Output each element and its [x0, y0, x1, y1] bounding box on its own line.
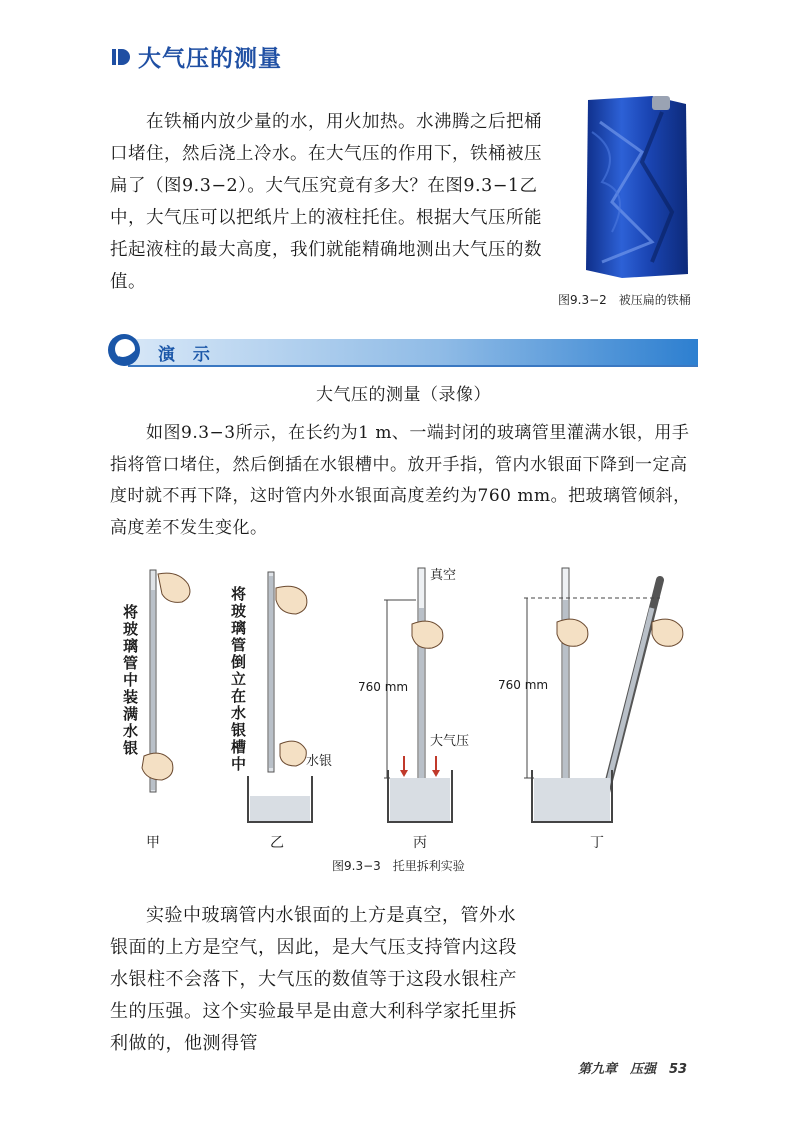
label-mercury: 水银 [306, 754, 333, 769]
demo-swirl-icon [104, 332, 148, 368]
demo-subtitle: 大气压的测量（录像） [316, 385, 491, 405]
panel-label-ding: 丁 [590, 835, 604, 851]
panel-yi-drawing [248, 572, 312, 822]
panel-bing-drawing [384, 568, 452, 822]
label-height-ding: 760 mm [498, 678, 549, 692]
page-footer: 第九章 压强 53 [578, 1062, 688, 1077]
panel-label-bing: 丙 [413, 835, 427, 851]
label-height-bing: 760 mm [358, 680, 409, 694]
panel-label-yi: 乙 [270, 835, 284, 851]
torricelli-figure [100, 560, 700, 850]
figure-9-3-3-caption: 图9.3−3 托里拆利实验 [332, 859, 465, 873]
label-vacuum: 真空 [430, 568, 457, 583]
panel-ding-drawing [524, 568, 683, 822]
crushed-barrel-photo [582, 92, 690, 280]
demo-banner [104, 332, 698, 368]
section-title: 大气压的测量 [138, 46, 282, 72]
label-jia-text: 将玻璃管中装满水银 [121, 604, 139, 757]
section-header [112, 40, 282, 73]
panel-label-jia: 甲 [146, 835, 160, 851]
paragraph-demo: 如图9.3−3所示，在长约为1 m、一端封闭的玻璃管里灌满水银，用手指将管口堵住，然后倒插在水银槽中。放开手指，管内水银面下降到一定高度时就不再下降，这时管内外水银面高度差约为760 mm。把玻璃管倾斜，高度差不发生变化。 [110, 423, 691, 538]
label-atm-pressure: 大气压 [430, 734, 470, 749]
paragraph-intro: 在铁桶内放少量的水，用火加热。水沸腾之后把桶口堵住，然后浇上冷水。在大气压的作用下，铁桶被压扁了（图9.3−2）。大气压究竟有多大？在图9.3−1乙中，大气压可以把纸片上的液柱托住。根据大气压所能托起液柱的最大高度，我们就能精确地测出大气压的数值。 [110, 112, 542, 292]
section-marker-icon [112, 47, 130, 67]
demo-label: 演 示 [158, 345, 216, 365]
label-yi-text: 将玻璃管倒立在水银槽中 [229, 586, 247, 773]
paragraph-explanation: 实验中玻璃管内水银面的上方是真空，管外水银面的上方是空气，因此，是大气压支持管内这段水银柱不会落下，大气压的数值等于这段水银柱产生的压强。这个实验最早是由意大利科学家托里拆利做的，他测得管 [110, 905, 517, 1054]
figure-9-3-2-caption: 图9.3−2 被压扁的铁桶 [558, 293, 691, 307]
panel-jia-drawing [142, 570, 190, 792]
